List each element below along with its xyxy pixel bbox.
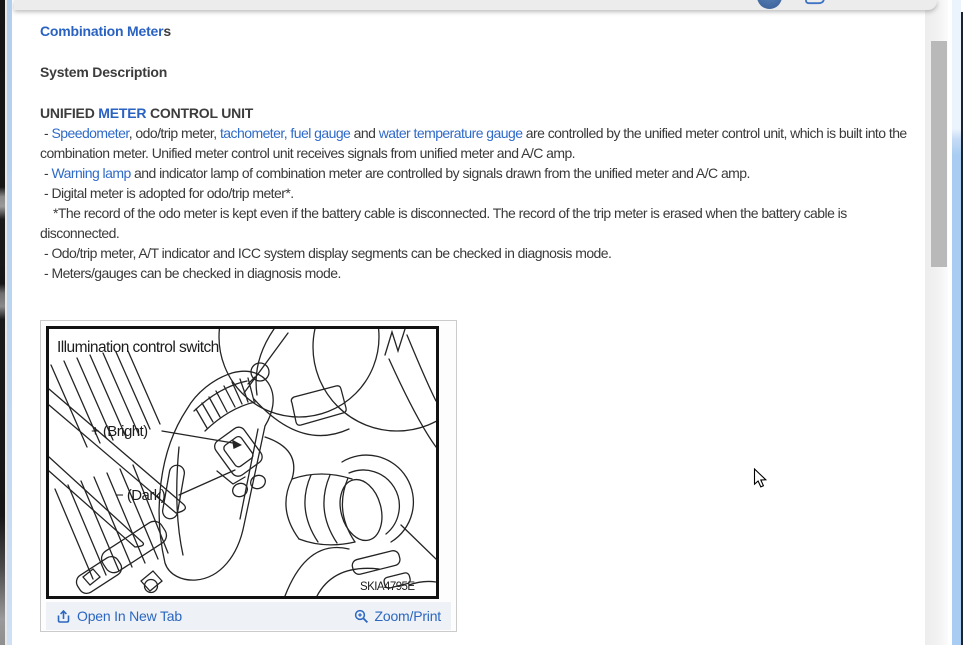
inline-link[interactable]: METER [98,105,147,121]
text-segment: are controlled by the unified meter control unit, which is built into the combination meter. Unified meter control unit receives signals from unified meter and A/C amp. [40,125,907,161]
zoom-print-label: Zoom/Print [374,608,441,624]
top-toolbar [14,0,937,10]
zoom-print-button[interactable] [354,606,441,626]
figure-image [46,326,439,599]
inline-link[interactable]: Speedometer [51,125,129,141]
right-background-strip [952,0,961,645]
figure-action-bar [46,602,451,630]
text-segment: CONTROL UNIT [146,105,254,121]
label-dark: − (Dark) [115,487,166,504]
text-segment: UNIFIED [40,105,99,121]
figure-card [40,320,457,632]
zoom-print-icon [354,609,369,624]
text-segment: *The record of the odo meter is kept even if the battery cable is disconnected. The record of the trip meter is erased when the battery cable is disconnected. [40,205,847,241]
section-heading: System Description [40,64,168,80]
mouse-cursor [753,468,768,489]
text-segment: , odo/trip meter, [128,125,220,141]
paragraph [40,123,920,163]
figure-code: SKIA4795E [360,581,415,593]
paragraph [40,183,920,203]
document-content [40,14,920,632]
open-in-new-tab-icon [56,609,71,624]
scrollbar-thumb[interactable] [931,41,947,267]
illustration-drawing [49,329,436,596]
paragraph [40,163,920,183]
inline-link[interactable]: Warning lamp [51,165,131,181]
text-segment: and indicator lamp of combination meter are controlled by signals drawn from the unified meter and A/C amp. [130,165,750,181]
text-segment: - [44,125,52,141]
label-bright: + (Bright) [91,423,148,440]
paragraph [40,263,920,283]
figure-caption: Illumination control switch [57,339,219,356]
text-segment: - Meters/gauges can be checked in diagnosis mode. [44,265,341,281]
text-segment: - Digital meter is adopted for odo/trip meter*. [44,185,294,201]
window-edge-bar [0,0,5,645]
text-segment: s [163,23,171,39]
text-segment: - Odo/trip meter, A/T indicator and ICC system display segments can be checked in diagnosis mode. [44,245,612,261]
text-segment: - [44,165,52,181]
inline-link[interactable]: water temperature gauge [378,125,523,141]
open-in-new-tab-button[interactable] [56,606,182,626]
inline-link[interactable]: tachometer, fuel gauge [219,125,351,141]
subsection-heading [40,103,920,123]
text-segment: and [350,125,379,141]
open-in-new-tab-label: Open In New Tab [77,608,182,624]
inline-link[interactable]: Combination Meter [40,23,164,39]
page-title [40,21,920,41]
paragraph [40,243,920,263]
left-background-strip [7,0,12,645]
paragraph-footnote [40,203,920,243]
chat-bubble-icon[interactable] [805,0,827,6]
